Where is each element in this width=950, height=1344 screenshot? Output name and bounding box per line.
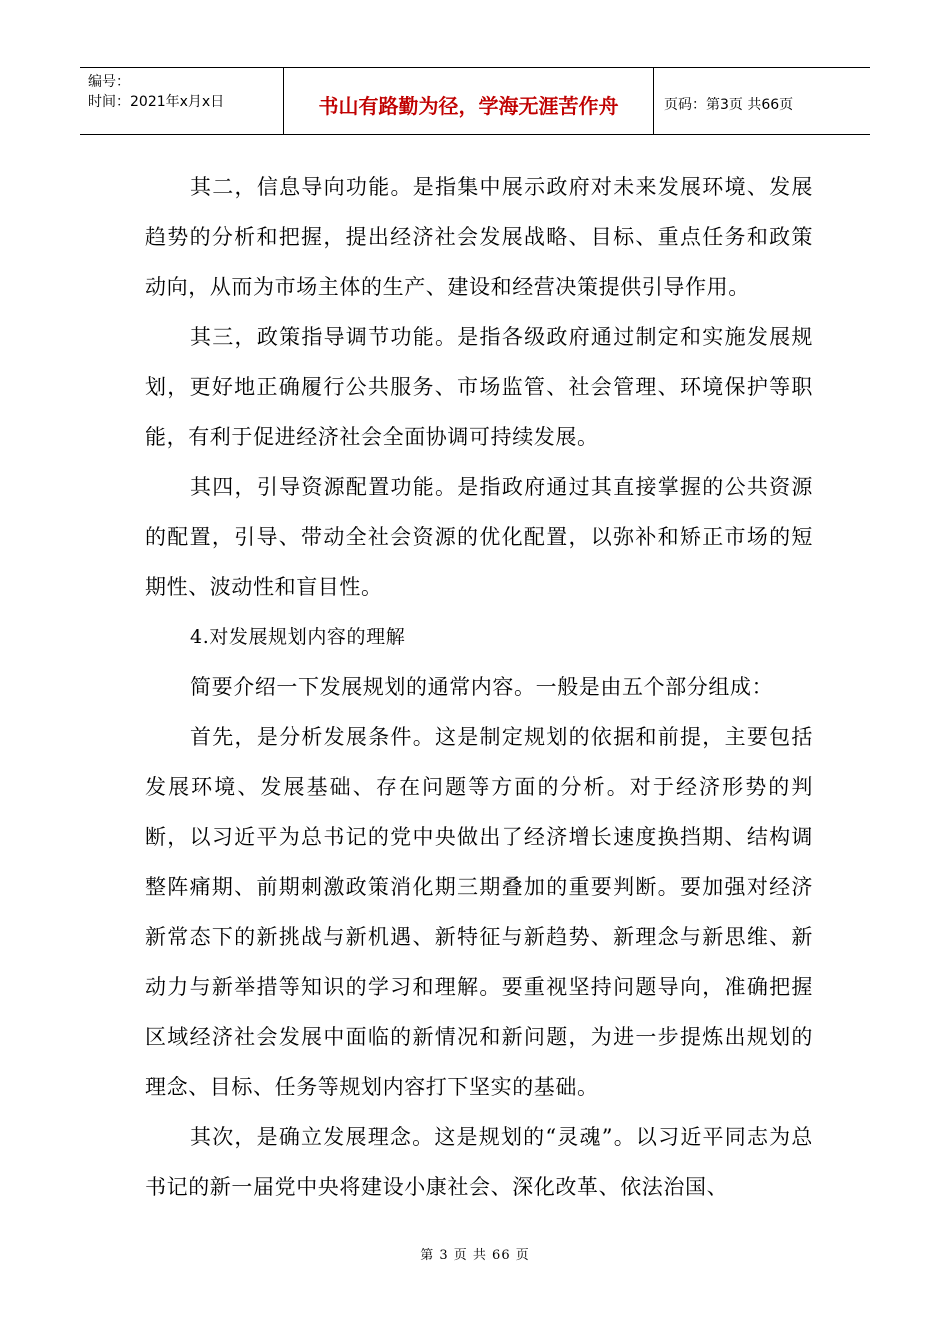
document-number-label: 编号： <box>88 74 130 90</box>
document-date-label: 时间：2021年x月x日 <box>88 94 225 110</box>
paragraph-second: 其次，是确立发展理念。这是规划的“灵魂”。以习近平同志为总书记的新一届党中央将建设小康社会、深化改革、依法治国、 <box>145 1125 813 1199</box>
paragraph-resource-allocation: 其四，引导资源配置功能。是指政府通过其直接掌握的公共资源的配置，引导、带动全社会资源的优化配置，以弥补和矫正市场的短期性、波动性和盲目性。 <box>145 475 813 599</box>
document-header <box>80 67 870 135</box>
document-body <box>145 162 813 1212</box>
header-motto: 书山有路勤为径，学海无涯苦作舟 <box>284 68 654 134</box>
header-meta-cell <box>80 68 284 134</box>
paragraph-first: 首先，是分析发展条件。这是制定规划的依据和前提，主要包括发展环境、发展基础、存在问题等方面的分析。对于经济形势的判断，以习近平为总书记的党中央做出了经济增长速度换挡期、结构调整阵痛期、前期刺激政策消化期三期叠加的重要判断。要加强对经济新常态下的新挑战与新机遇、新特征与新趋势、新理念与新思维、新动力与新举措等知识的学习和理解。要重视坚持问题导向，准确把握区域经济社会发展中面临的新情况和新问题，为进一步提炼出规划的理念、目标、任务等规划内容打下坚实的基础。 <box>145 725 813 1099</box>
paragraph-intro: 简要介绍一下发展规划的通常内容。一般是由五个部分组成： <box>190 675 774 699</box>
header-page-info: 页码：第3页 共66页 <box>664 97 794 113</box>
paragraph-info-guidance: 其二，信息导向功能。是指集中展示政府对未来发展环境、发展趋势的分析和把握，提出经济社会发展战略、目标、重点任务和政策动向，从而为市场主体的生产、建设和经营决策提供引导作用。 <box>145 175 813 299</box>
paragraph-policy-guidance: 其三，政策指导调节功能。是指各级政府通过制定和实施发展规划，更好地正确履行公共服务、市场监管、社会管理、环境保护等职能，有利于促进经济社会全面协调可持续发展。 <box>145 325 813 449</box>
page-footer: 第 3 页 共 66 页 <box>420 1248 530 1263</box>
section-heading: 4.对发展规划内容的理解 <box>190 626 406 648</box>
